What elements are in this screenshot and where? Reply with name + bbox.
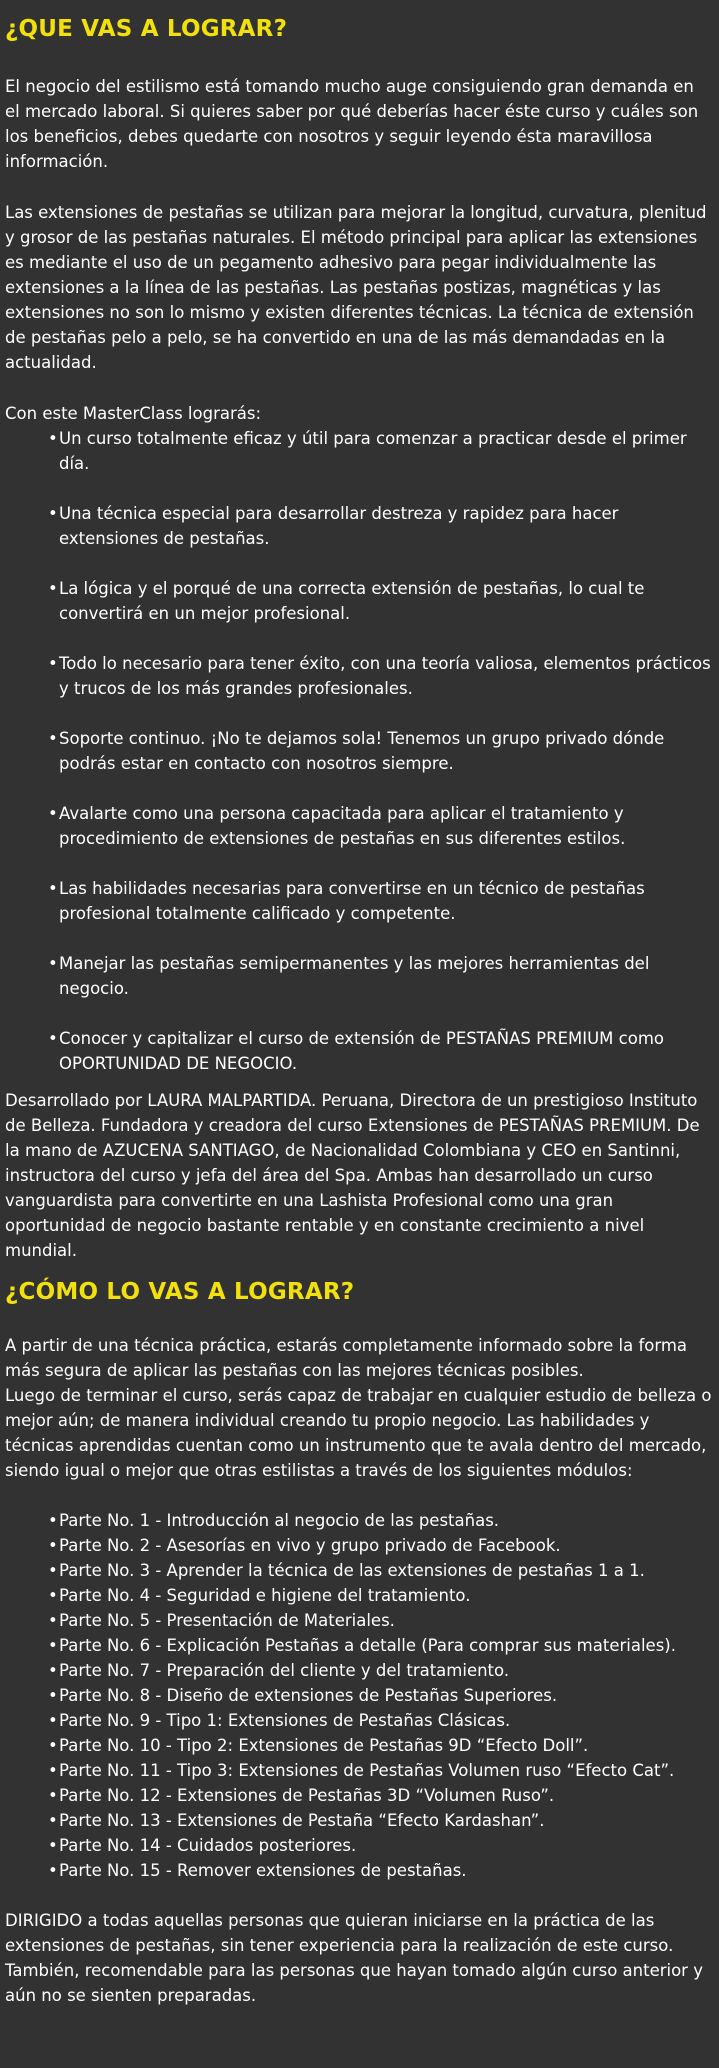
spacer <box>5 1307 713 1333</box>
module-item-text: Parte No. 4 - Seguridad e higiene del tratamiento. <box>59 1586 471 1605</box>
list-item <box>45 576 713 626</box>
section-heading-como-lo-vas-a-lograr: ¿CÓMO LO VAS A LOGRAR? <box>5 1279 355 1305</box>
list-item-text: Conocer y capitalizar el curso de extensión de PESTAÑAS PREMIUM como OPORTUNIDAD DE NEGOCIO. <box>59 1029 664 1073</box>
module-item-text: Parte No. 15 - Remover extensiones de pestañas. <box>59 1861 467 1880</box>
list-item <box>45 651 713 701</box>
bullet-icon: • <box>48 1686 58 1705</box>
bullet-icon: • <box>48 654 58 673</box>
bullet-icon: • <box>48 954 58 973</box>
bullet-icon: • <box>48 1561 58 1580</box>
bullet-icon: • <box>48 1811 58 1830</box>
module-item <box>45 1758 713 1783</box>
bullet-icon: • <box>48 1711 58 1730</box>
spacer <box>5 50 713 74</box>
module-item <box>45 1783 713 1808</box>
list-item-text: Un curso totalmente eficaz y útil para comenzar a practicar desde el primer día. <box>59 429 687 473</box>
module-item-text: Parte No. 3 - Aprender la técnica de las extensiones de pestañas 1 a 1. <box>59 1561 645 1580</box>
list-item-text: Soporte continuo. ¡No te dejamos sola! Tenemos un grupo privado dónde podrás estar en contacto con nosotros siempre. <box>59 729 665 773</box>
bullet-icon: • <box>48 1636 58 1655</box>
module-item-text: Parte No. 8 - Diseño de extensiones de Pestañas Superiores. <box>59 1686 558 1705</box>
module-item-text: Parte No. 11 - Tipo 3: Extensiones de Pestañas Volumen ruso “Efecto Cat”. <box>59 1761 675 1780</box>
module-item <box>45 1858 713 1883</box>
module-item <box>45 1533 713 1558</box>
module-item-text: Parte No. 14 - Cuidados posteriores. <box>59 1836 357 1855</box>
module-item-text: Parte No. 6 - Explicación Pestañas a detalle (Para comprar sus materiales). <box>59 1636 676 1655</box>
bullet-icon: • <box>48 1536 58 1555</box>
spacer <box>5 1263 713 1277</box>
benefits-list <box>5 426 713 1076</box>
list-item <box>45 801 713 851</box>
bullet-icon: • <box>48 729 58 748</box>
spacer <box>5 1883 713 1908</box>
module-item-text: Parte No. 10 - Tipo 2: Extensiones de Pestañas 9D “Efecto Doll”. <box>59 1736 589 1755</box>
module-item <box>45 1558 713 1583</box>
bullet-icon: • <box>48 1786 58 1805</box>
bullet-icon: • <box>48 1836 58 1855</box>
list-item <box>45 1026 713 1076</box>
list-item-text: Manejar las pestañas semipermanentes y las mejores herramientas del negocio. <box>59 954 650 998</box>
module-item <box>45 1683 713 1708</box>
list-item-text: La lógica y el porqué de una correcta extensión de pestañas, lo cual te convertirá en un mejor profesional. <box>59 579 645 623</box>
bullet-icon: • <box>48 504 58 523</box>
bullet-icon: • <box>48 1586 58 1605</box>
bullet-icon: • <box>48 1511 58 1530</box>
module-item <box>45 1658 713 1683</box>
module-item <box>45 1508 713 1533</box>
module-item-text: Parte No. 9 - Tipo 1: Extensiones de Pestañas Clásicas. <box>59 1711 511 1730</box>
intro-paragraph: El negocio del estilismo está tomando mucho auge consiguiendo gran demanda en el mercado laboral. Si quieres saber por qué deberías hacer éste curso y cuáles son los beneficios, debes quedarte con nosotros y seguir leyendo ésta maravillosa información. <box>5 77 699 171</box>
modules-list <box>5 1508 713 1883</box>
bullet-icon: • <box>48 579 58 598</box>
spacer <box>5 1483 713 1508</box>
bullet-icon: • <box>48 1736 58 1755</box>
list-item-text: Una técnica especial para desarrollar destreza y rapidez para hacer extensiones de pestañas. <box>59 504 619 548</box>
list-item-text: Las habilidades necesarias para convertirse en un técnico de pestañas profesional totalmente calificado y competente. <box>59 879 645 923</box>
module-item-text: Parte No. 7 - Preparación del cliente y del tratamiento. <box>59 1661 510 1680</box>
module-item-text: Parte No. 13 - Extensiones de Pestaña “Efecto Kardashan”. <box>59 1811 545 1830</box>
bullet-icon: • <box>48 1029 58 1048</box>
list-item-text: Avalarte como una persona capacitada para aplicar el tratamiento y procedimiento de extensiones de pestañas en sus diferentes estilos. <box>59 804 626 848</box>
module-item <box>45 1708 713 1733</box>
module-item-text: Parte No. 2 - Asesorías en vivo y grupo privado de Facebook. <box>59 1536 561 1555</box>
bullet-icon: • <box>48 1761 58 1780</box>
module-item-text: Parte No. 1 - Introducción al negocio de las pestañas. <box>59 1511 500 1530</box>
bullet-icon: • <box>48 429 58 448</box>
list-item <box>45 501 713 551</box>
module-item <box>45 1583 713 1608</box>
list-item <box>45 876 713 926</box>
list-item <box>45 426 713 476</box>
list-item <box>45 726 713 776</box>
list-item-text: Todo lo necesario para tener éxito, con una teoría valiosa, elementos prácticos y trucos de los más grandes profesionales. <box>59 654 711 698</box>
bullet-icon: • <box>48 1861 58 1880</box>
module-item-text: Parte No. 12 - Extensiones de Pestañas 3D “Volumen Ruso”. <box>59 1786 555 1805</box>
technique-paragraph: A partir de una técnica práctica, estarás completamente informado sobre la forma más segura de aplicar las pestañas con las mejores técnicas posibles. <box>5 1336 688 1380</box>
module-item-text: Parte No. 5 - Presentación de Materiales. <box>59 1611 395 1630</box>
list-intro: Con este MasterClass lograrás: <box>5 404 262 423</box>
section-heading-que-vas-a-lograr: ¿QUE VAS A LOGRAR? <box>5 16 288 42</box>
bullet-icon: • <box>48 804 58 823</box>
module-item <box>45 1833 713 1858</box>
module-item <box>45 1733 713 1758</box>
spacer <box>5 174 713 200</box>
module-item <box>45 1808 713 1833</box>
list-item <box>45 951 713 1001</box>
eyelash-extensions-paragraph: Las extensiones de pestañas se utilizan para mejorar la longitud, curvatura, plenitud y grosor de las pestañas naturales. El método principal para aplicar las extensiones es mediante el uso de un pegamento adhesivo para pegar individualmente las extensiones a la línea de las pestañas. Las pestañas postizas, magnéticas y las extensiones no son lo mismo y existen diferentes técnicas. La técnica de extensión de pestañas pelo a pelo, se ha convertido en una de las más demandadas en la actualidad. <box>5 203 707 372</box>
bullet-icon: • <box>48 1611 58 1630</box>
bullet-icon: • <box>48 879 58 898</box>
module-item <box>45 1608 713 1633</box>
directed-to-paragraph: DIRIGIDO a todas aquellas personas que quieran iniciarse en la práctica de las extensiones de pestañas, sin tener experiencia para la realización de este curso. También, recomendable para las personas que hayan tomado algún curso anterior y aún no se sienten preparadas. <box>5 1911 703 2005</box>
module-item <box>45 1633 713 1658</box>
developed-by-paragraph: Desarrollado por LAURA MALPARTIDA. Peruana, Directora de un prestigioso Instituto de Belleza. Fundadora y creadora del curso Extensiones de PESTAÑAS PREMIUM. De la mano de AZUCENA SANTIAGO, de Nacionalidad Colombiana y CEO en Santinni, instructora del curso y jefa del área del Spa. Ambas han desarrollado un curso vanguardista para convertirte en una Lashista Profesional como una gran oportunidad de negocio bastante rentable y en constante crecimiento a nivel mundial. <box>5 1091 700 1260</box>
spacer <box>5 375 713 401</box>
after-course-paragraph: Luego de terminar el curso, serás capaz de trabajar en cualquier estudio de belleza o mejor aún; de manera individual creando tu propio negocio. Las habilidades y técnicas aprendidas cuentan como un instrumento que te avala dentro del mercado, siendo igual o mejor que otras estilistas a través de los siguientes módulos: <box>5 1386 712 1480</box>
bullet-icon: • <box>48 1661 58 1680</box>
